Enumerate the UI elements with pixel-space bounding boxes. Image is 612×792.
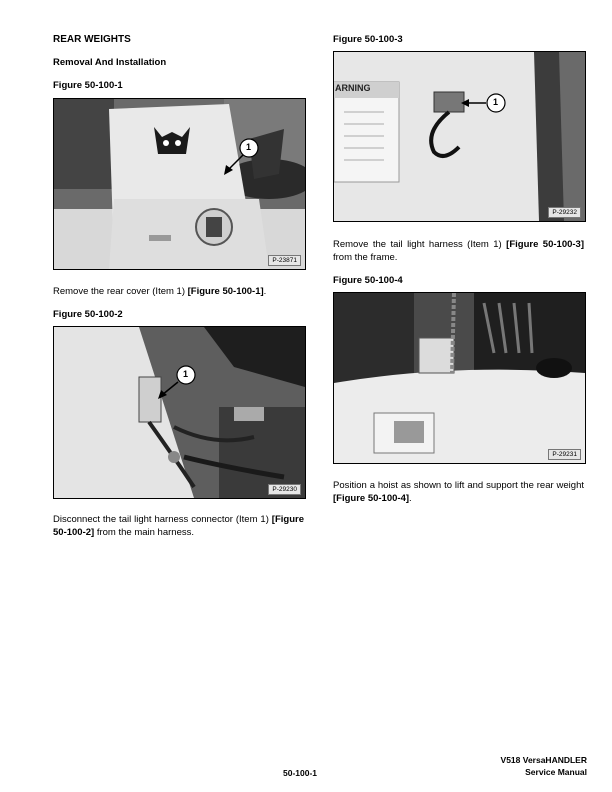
callout-arrow-1: [54, 99, 305, 269]
section-title: REAR WEIGHTS: [53, 34, 131, 45]
figure-photo-1: [53, 98, 306, 270]
product-title: [501, 755, 587, 777]
figure-photo-4: [333, 292, 586, 464]
callout-number-2: 1: [183, 369, 189, 379]
warning-decal-text: ARNING: [335, 83, 371, 93]
figure-label-3: Figure 50-100-3: [333, 34, 403, 45]
figure-label-1: Figure 50-100-1: [53, 80, 123, 91]
callout-arrow-3: [334, 52, 585, 221]
product-line-1: V518 VersaHANDLER: [500, 755, 587, 765]
page-number: 50-100-1: [283, 768, 318, 778]
caption-2: Disconnect the tail light harness connector (Item 1) [Figure 50-100-2] from the main harness.: [53, 514, 304, 538]
photo-code-1: P-23871: [268, 255, 301, 266]
caption-1: Remove the rear cover (Item 1) [Figure 50-100-1].: [53, 286, 267, 297]
product-line-2: Service Manual: [525, 767, 587, 777]
figure-photo-3: [333, 51, 586, 222]
figure-label-2: Figure 50-100-2: [53, 309, 123, 320]
figure-label-4: Figure 50-100-4: [333, 275, 403, 286]
callout-arrow-2: [54, 327, 305, 498]
subsection-title: Removal And Installation: [53, 57, 167, 68]
photo-code-2: P-29230: [268, 484, 301, 495]
figure-photo-2: [53, 326, 306, 499]
callout-number-1: 1: [246, 142, 252, 152]
caption-4: Position a hoist as shown to lift and support the rear weight [Figure 50-100-4].: [333, 480, 584, 504]
photo-code-3: P-29232: [548, 207, 581, 218]
callout-number-3: 1: [493, 97, 499, 107]
caption-3: Remove the tail light harness (Item 1) [Figure 50-100-3] from the frame.: [333, 239, 585, 263]
photo-code-4: P-29231: [548, 449, 581, 460]
hoist-rear-weight-photo: [334, 293, 585, 463]
